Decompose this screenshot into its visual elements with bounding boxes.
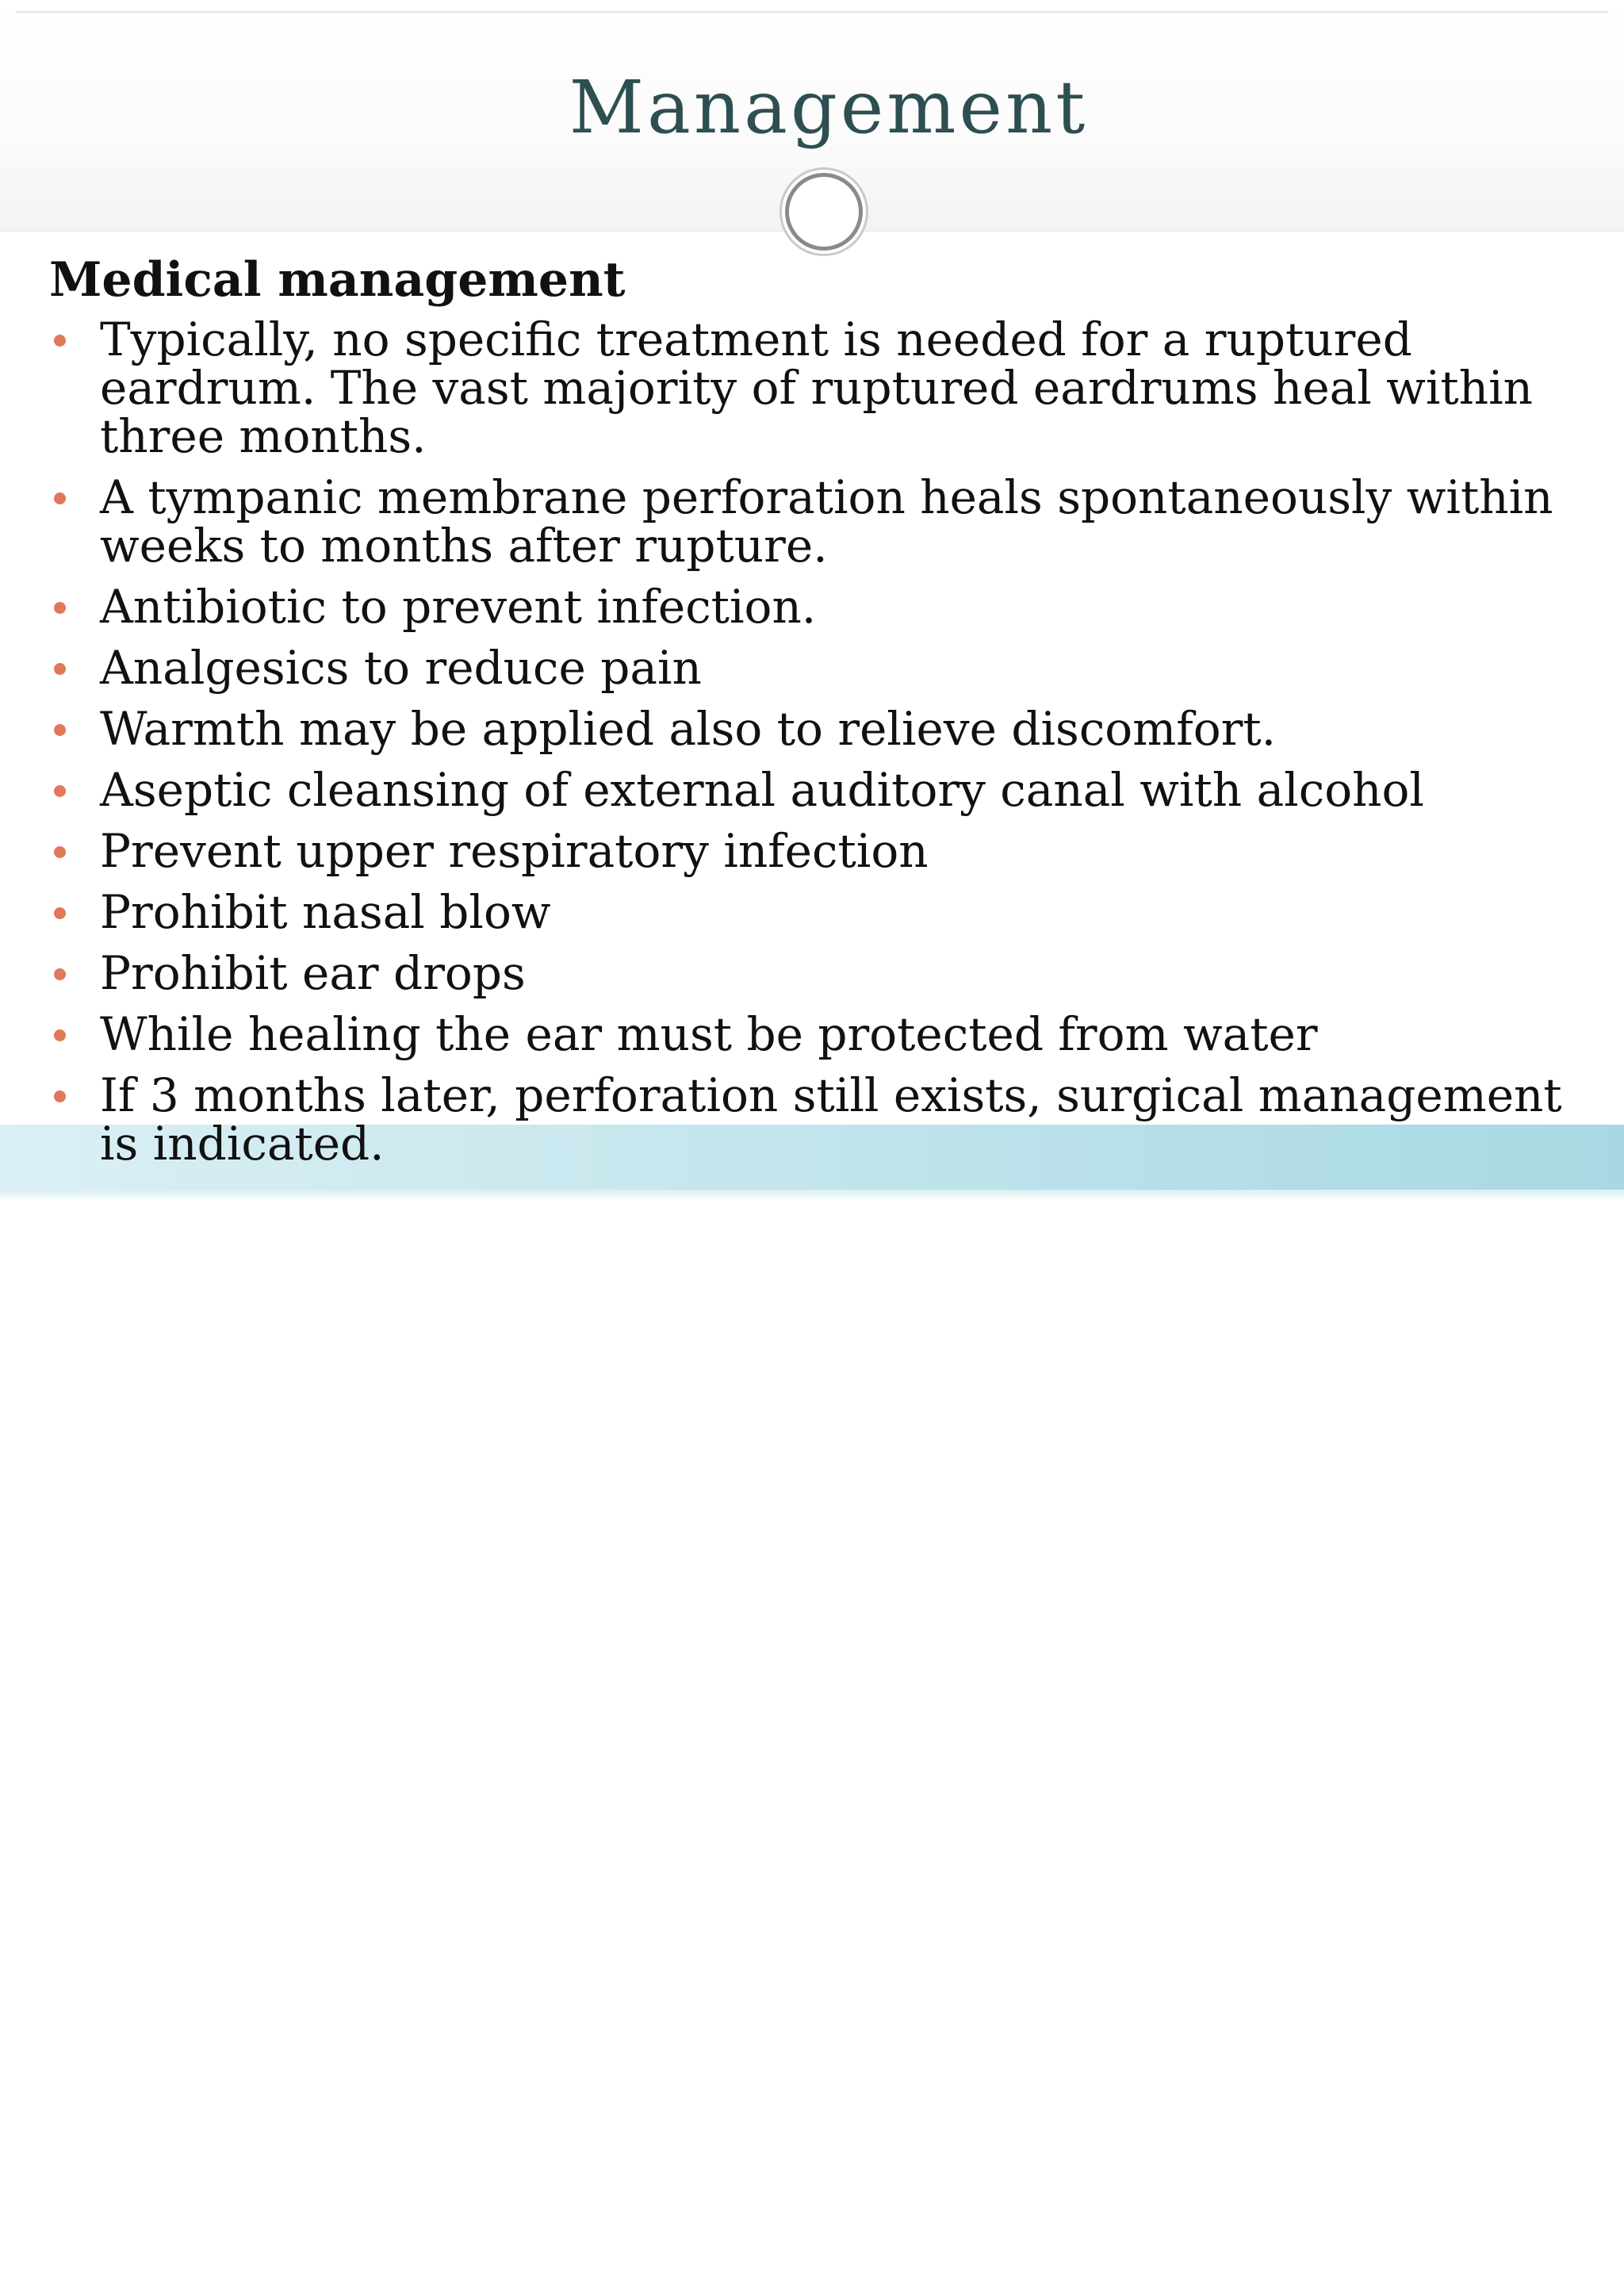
- title-circle-ornament: [785, 173, 863, 251]
- bullet-icon: [54, 663, 66, 675]
- bullet-icon: [54, 968, 66, 980]
- list-item-text: Typically, no specific treatment is needed for a ruptured eardrum. The vast majority of ruptured eardrums heal within three months.: [100, 312, 1533, 463]
- list-item-text: Prohibit nasal blow: [100, 885, 551, 939]
- list-item-text: Aseptic cleansing of external auditory canal with alcohol: [100, 763, 1424, 817]
- list-item: [49, 580, 1603, 634]
- bullet-icon: [54, 1091, 66, 1102]
- list-item-text: Prohibit ear drops: [100, 946, 526, 1000]
- list-item: [49, 1007, 1603, 1061]
- list-item: [49, 470, 1603, 573]
- list-item: [49, 702, 1603, 756]
- list-item-text: Warmth may be applied also to relieve discomfort.: [100, 702, 1277, 756]
- list-item: [49, 946, 1603, 1000]
- list-item: [49, 824, 1603, 878]
- list-item-text: Prevent upper respiratory infection: [100, 824, 929, 878]
- section-heading: Medical management: [49, 252, 626, 308]
- bullet-icon: [54, 1029, 66, 1041]
- list-item: [49, 1068, 1603, 1171]
- list-item: [49, 641, 1603, 695]
- bullet-icon: [54, 785, 66, 797]
- slide-content: [49, 252, 1603, 1181]
- bullet-icon: [54, 846, 66, 858]
- bullet-icon: [54, 724, 66, 736]
- bullet-icon: [54, 335, 66, 347]
- bullet-icon: [54, 493, 66, 504]
- bullet-icon: [54, 602, 66, 614]
- list-item: [49, 763, 1603, 817]
- bullet-icon: [54, 907, 66, 919]
- slide-title: Management: [569, 65, 1089, 150]
- top-divider: [16, 11, 1608, 13]
- list-item: [49, 885, 1603, 939]
- list-item-text: While healing the ear must be protected from water: [100, 1007, 1318, 1061]
- bullet-list: [49, 312, 1603, 1171]
- list-item-text: If 3 months later, perforation still exists, surgical management is indicated.: [100, 1068, 1562, 1171]
- bottom-band-shade: [0, 1190, 1624, 1201]
- list-item-text: Analgesics to reduce pain: [100, 641, 702, 695]
- list-item-text: Antibiotic to prevent infection.: [100, 580, 817, 634]
- list-item: [49, 312, 1603, 463]
- list-item-text: A tympanic membrane perforation heals spontaneously within weeks to months after rupture.: [100, 470, 1553, 573]
